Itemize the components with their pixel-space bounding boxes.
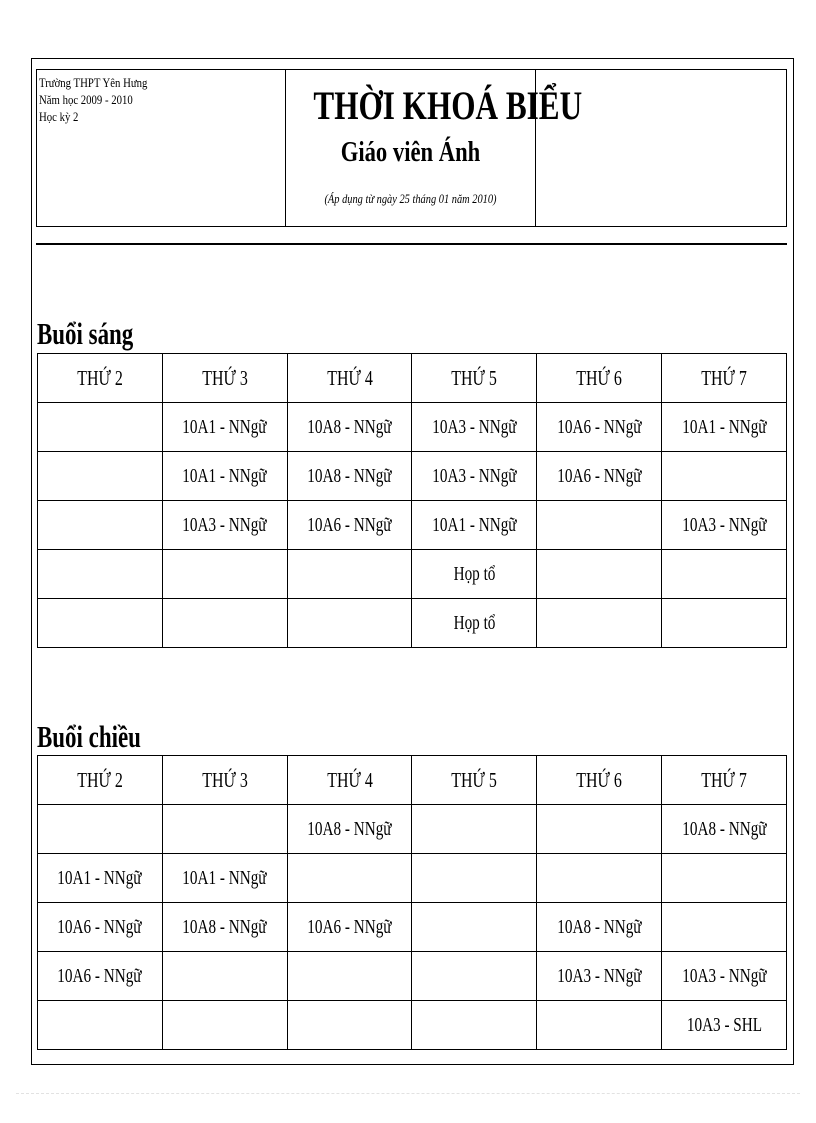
title-block — [286, 70, 583, 226]
schedule-cell-text: 10A3 - NNgữ — [182, 513, 267, 536]
schedule-cell-text: 10A8 - NNgữ — [307, 464, 392, 487]
day-header — [412, 354, 537, 403]
schedule-cell — [537, 550, 662, 599]
schedule-cell — [287, 952, 412, 1001]
schedule-cell — [412, 1001, 537, 1050]
header-box — [36, 69, 787, 227]
schedule-cell — [537, 403, 662, 452]
day-header — [287, 756, 412, 805]
schedule-cell — [162, 550, 287, 599]
schedule-cell — [537, 805, 662, 854]
day-header — [162, 756, 287, 805]
schedule-cell-text: 10A8 - NNgữ — [307, 817, 392, 840]
schedule-cell — [412, 854, 537, 903]
semester: Học kỳ 2 — [39, 110, 79, 124]
schedule-cell — [662, 599, 787, 648]
day-header — [537, 756, 662, 805]
schedule-cell — [38, 805, 163, 854]
schedule-cell-text: 10A1 - NNgữ — [182, 464, 267, 487]
schedule-cell — [162, 452, 287, 501]
day-header — [287, 354, 412, 403]
page-title: THỜI KHOÁ BIỂU — [313, 83, 583, 128]
day-header — [162, 354, 287, 403]
table-row — [38, 501, 787, 550]
schedule-cell — [412, 903, 537, 952]
schedule-cell-text: 10A3 - NNgữ — [681, 513, 767, 536]
table-row — [38, 854, 787, 903]
schedule-cell — [662, 854, 787, 903]
schedule-cell — [287, 501, 412, 550]
schedule-cell — [287, 452, 412, 501]
schedule-cell — [662, 550, 787, 599]
schedule-cell — [537, 452, 662, 501]
morning-header-row — [38, 354, 787, 403]
day-header-label: THỨ 5 — [451, 767, 498, 792]
day-header-label: THỨ 7 — [701, 365, 747, 390]
schedule-cell — [412, 805, 537, 854]
schedule-cell — [537, 854, 662, 903]
schedule-cell — [662, 452, 787, 501]
schedule-cell-text: 10A6 - NNgữ — [307, 513, 392, 536]
schedule-cell-text: 10A8 - NNgữ — [182, 915, 267, 938]
day-header-label: THỨ 3 — [201, 767, 248, 792]
schedule-cell — [412, 452, 537, 501]
school-info — [37, 70, 286, 226]
table-row — [38, 903, 787, 952]
morning-section-title: Buổi sáng — [37, 316, 134, 351]
schedule-cell — [412, 550, 537, 599]
schedule-cell — [162, 952, 287, 1001]
day-header — [662, 756, 787, 805]
day-header-label: THỨ 2 — [77, 767, 123, 792]
schedule-cell-text: 10A1 - NNgữ — [57, 866, 143, 889]
schedule-cell — [287, 403, 412, 452]
schedule-cell — [412, 952, 537, 1001]
table-row — [38, 452, 787, 501]
morning-schedule-table — [37, 353, 787, 648]
schedule-cell-text: 10A3 - NNgữ — [432, 464, 517, 487]
schedule-cell — [38, 952, 163, 1001]
schedule-cell — [287, 805, 412, 854]
school-name: Trường THPT Yên Hưng — [39, 76, 148, 90]
schedule-cell-text: 10A8 - NNgữ — [557, 915, 642, 938]
schedule-cell — [162, 854, 287, 903]
schedule-cell-text: 10A1 - NNgữ — [182, 415, 267, 438]
schedule-cell — [38, 903, 163, 952]
school-year: Năm học 2009 - 2010 — [39, 93, 133, 107]
table-row — [38, 1001, 787, 1050]
schedule-cell — [537, 903, 662, 952]
afternoon-section-title: Buổi chiều — [37, 719, 141, 754]
schedule-cell — [162, 501, 287, 550]
schedule-cell — [287, 599, 412, 648]
schedule-cell — [662, 903, 787, 952]
schedule-cell-text: 10A3 - NNgữ — [557, 964, 642, 987]
schedule-cell-text: 10A3 - NNgữ — [432, 415, 517, 438]
schedule-cell — [537, 599, 662, 648]
schedule-cell-text: 10A8 - NNgữ — [681, 817, 767, 840]
schedule-cell-text: 10A6 - NNgữ — [307, 915, 392, 938]
schedule-cell — [287, 550, 412, 599]
schedule-cell-text: 10A6 - NNgữ — [557, 464, 642, 487]
schedule-cell-text: 10A6 - NNgữ — [57, 915, 143, 938]
day-header-label: THỨ 3 — [201, 365, 248, 390]
schedule-cell — [162, 599, 287, 648]
page-bottom-rule — [16, 1093, 800, 1094]
schedule-cell — [38, 403, 163, 452]
schedule-cell — [38, 854, 163, 903]
schedule-cell — [662, 805, 787, 854]
schedule-cell — [412, 599, 537, 648]
schedule-cell — [537, 501, 662, 550]
teacher-name: Giáo viên Ánh — [340, 136, 481, 168]
schedule-cell-text: 10A6 - NNgữ — [557, 415, 642, 438]
schedule-cell — [537, 952, 662, 1001]
day-header-label: THỨ 6 — [576, 365, 623, 390]
schedule-cell — [162, 903, 287, 952]
day-header-label: THỨ 7 — [701, 767, 747, 792]
afternoon-header-row — [38, 756, 787, 805]
schedule-cell — [287, 903, 412, 952]
day-header-label: THỨ 6 — [576, 767, 623, 792]
table-row — [38, 403, 787, 452]
schedule-cell-text: 10A1 - NNgữ — [182, 866, 267, 889]
schedule-cell — [662, 1001, 787, 1050]
schedule-cell — [662, 952, 787, 1001]
schedule-cell-text: 10A6 - NNgữ — [57, 964, 143, 987]
day-header-label: THỨ 5 — [451, 365, 498, 390]
day-header-label: THỨ 4 — [326, 767, 373, 792]
applied-date: (Áp dụng từ ngày 25 tháng 01 năm 2010) — [324, 191, 497, 206]
table-row — [38, 599, 787, 648]
table-row — [38, 805, 787, 854]
afternoon-schedule-table — [37, 755, 787, 1050]
table-row — [38, 952, 787, 1001]
schedule-cell — [162, 805, 287, 854]
schedule-cell — [412, 501, 537, 550]
schedule-cell — [662, 501, 787, 550]
day-header — [412, 756, 537, 805]
schedule-cell — [537, 1001, 662, 1050]
schedule-cell-text: 10A1 - NNgữ — [681, 415, 767, 438]
table-row — [38, 550, 787, 599]
schedule-cell-text: Họp tổ — [453, 562, 496, 585]
schedule-cell — [162, 1001, 287, 1050]
schedule-cell — [38, 599, 163, 648]
schedule-cell-text: 10A1 - NNgữ — [432, 513, 517, 536]
schedule-cell-text: 10A3 - SHL — [686, 1013, 762, 1036]
schedule-cell-text: Họp tổ — [453, 611, 496, 634]
schedule-cell — [38, 452, 163, 501]
header-divider — [36, 243, 787, 245]
schedule-cell — [38, 1001, 163, 1050]
day-header — [38, 756, 163, 805]
schedule-cell — [162, 403, 287, 452]
day-header — [662, 354, 787, 403]
schedule-cell — [38, 501, 163, 550]
schedule-cell — [38, 550, 163, 599]
day-header — [38, 354, 163, 403]
schedule-cell — [412, 403, 537, 452]
schedule-cell — [662, 403, 787, 452]
schedule-cell-text: 10A8 - NNgữ — [307, 415, 392, 438]
day-header — [537, 354, 662, 403]
day-header-label: THỨ 2 — [77, 365, 123, 390]
schedule-cell — [287, 1001, 412, 1050]
schedule-cell-text: 10A3 - NNgữ — [681, 964, 767, 987]
day-header-label: THỨ 4 — [326, 365, 373, 390]
schedule-cell — [287, 854, 412, 903]
